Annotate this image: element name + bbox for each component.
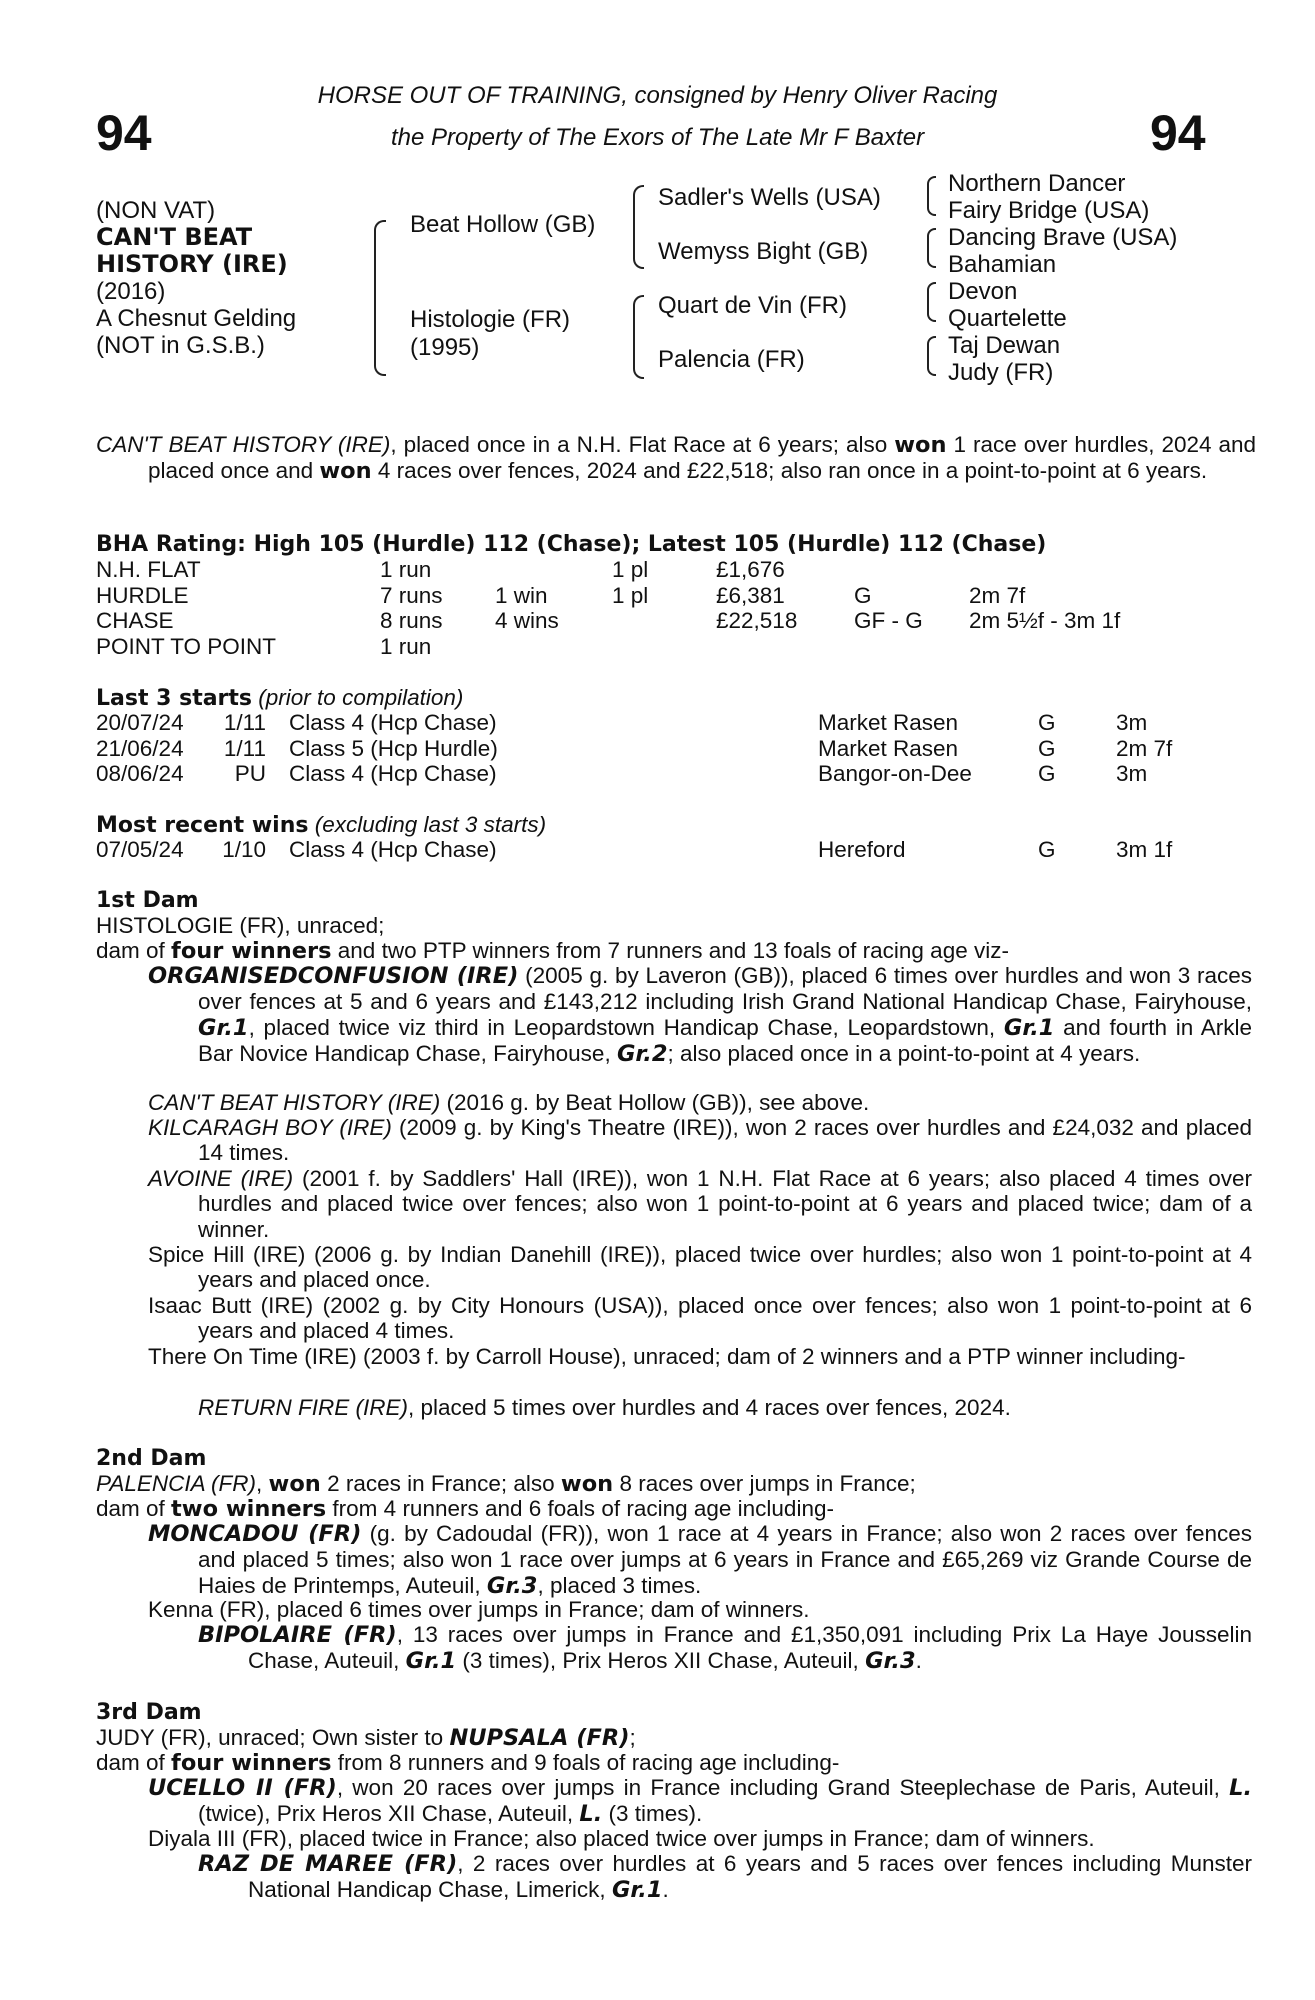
dam1-offspring-2: CAN'T BEAT HISTORY (IRE) (2016 g. by Beat Hollow (GB)), see above.: [148, 1090, 870, 1115]
recent-table: [96, 837, 1246, 867]
bha-cell-type: N.H. FLAT: [96, 557, 201, 582]
last3-cell-going: G: [1038, 735, 1056, 761]
ped-sss: Northern Dancer: [948, 170, 1126, 197]
last3-cell-pos: 1/11: [223, 710, 266, 735]
recent-cell-going: G: [1038, 837, 1056, 862]
dam1-line-1: HISTOLOGIE (FR), unraced;: [96, 913, 385, 938]
sire-dam: Wemyss Bight (GB): [658, 238, 869, 265]
recent-cell-dist: 3m 1f: [1116, 837, 1173, 862]
ped-sdd: Bahamian: [948, 251, 1057, 278]
dam-dam: Palencia (FR): [658, 346, 805, 373]
dam2-line-1: PALENCIA (FR), won 2 races in France; also won 8 races over jumps in France;: [96, 1471, 916, 1497]
dam1-line-2: dam of four winners and two PTP winners from 7 runners and 13 foals of racing age viz-: [96, 938, 1009, 964]
last3-cell-date: 08/06/24: [96, 761, 184, 786]
ped-ssd: Fairy Bridge (USA): [948, 197, 1150, 224]
recent-cell-pos: 1/10: [222, 837, 266, 862]
bha-cell-pl: 1 pl: [612, 557, 649, 582]
brace-dd: [927, 336, 936, 376]
bha-cell-runs: 8 runs: [380, 608, 443, 633]
dam3-grand-offspring: RAZ DE MAREE (FR), 2 races over hurdles at 6 years and 5 races over fences including Munster National Handicap Chase, Limerick, Gr.1.: [198, 1851, 1253, 1904]
ped-dds: Taj Dewan: [948, 332, 1061, 359]
dam1-offspring-6: Isaac Butt (IRE) (2002 g. by City Honours (USA)), placed once over fences; also won 1 point-to-point at 6 years and placed 4 times.: [148, 1293, 1252, 1344]
dam-sire: Quart de Vin (FR): [658, 292, 847, 319]
header-line-2: the Property of The Exors of The Late Mr F Baxter: [390, 124, 925, 151]
horse-name-line-1: CAN'T BEAT: [96, 223, 253, 251]
horse-description: A Chesnut Gelding: [96, 305, 297, 332]
bha-cell-wins: 4 wins: [495, 608, 559, 633]
dam2-line-2: dam of two winners from 4 runners and 6 foals of racing age including-: [96, 1496, 834, 1522]
dam1-offspring-5: Spice Hill (IRE) (2006 g. by Indian Danehill (IRE)), placed twice over hurdles; also won 1 point-to-point at 4 years and placed once.: [148, 1242, 1252, 1293]
last3-cell-course: Market Rasen: [818, 710, 959, 735]
bha-cell-runs: 1 run: [380, 633, 432, 659]
last3-cell-date: 20/07/24: [96, 710, 184, 735]
dam2-offspring-1: MONCADOU (FR) (g. by Cadoudal (FR)), won 1 race at 4 years in France; also won 2 races over fences and placed 5 times; also won 1 race over jumps at 6 years in France and £65,269 viz Grande Course de Haies de Printemps, Auteuil, Gr.3, placed 3 times.: [148, 1521, 1252, 1599]
dam1-offspring-1: ORGANISEDCONFUSION (IRE) (2005 g. by Laveron (GB)), placed 6 times over hurdles and won 3 races over fences at 5 and 6 years and £143,212 including Irish Grand National Handicap Chase, Fairyhouse, Gr.1, placed twice viz third in Leopardstown Handicap Chase, Leopardstown, Gr.1 and fourth in Arkle Bar Novice Handicap Chase, Fairyhouse, Gr.2; also placed once in a point-to-point at 4 years.: [148, 963, 1253, 1067]
bha-cell-prize: £22,518: [716, 608, 798, 633]
dam3-offspring-1: UCELLO II (FR), won 20 races over jumps in France including Grand Steeplechase de Paris, Auteuil, L. (twice), Prix Heros XII Chase, Auteuil, L. (3 times).: [148, 1775, 1253, 1828]
ped-dsd: Quartelette: [948, 305, 1067, 332]
ped-ddd: Judy (FR): [948, 359, 1054, 386]
horse-name-line-2: HISTORY (IRE): [96, 250, 288, 278]
last3-cell-going: G: [1038, 761, 1056, 786]
last3-table: [96, 710, 1246, 790]
dam2-title: 2nd Dam: [96, 1446, 207, 1471]
last3-cell-pos: 1/11: [223, 735, 266, 761]
dam1-offspring-4: AVOINE (IRE) (2001 f. by Saddlers' Hall (IRE)), won 1 N.H. Flat Race at 6 years; also placed 4 times over hurdles and placed twice over fences; also won 1 point-to-point at 6 years and placed twice; dam of a winner.: [148, 1166, 1252, 1242]
bha-cell-going: GF - G: [854, 608, 923, 633]
recent-cell-course: Hereford: [818, 837, 906, 862]
foaling-year: (2016): [96, 278, 166, 305]
last3-cell-going: G: [1038, 710, 1056, 735]
dam3-offspring-2: Diyala III (FR), placed twice in France; also placed twice over jumps in France; dam of winners.: [148, 1826, 1095, 1851]
dam1-title: 1st Dam: [96, 888, 199, 913]
bha-cell-type: POINT TO POINT: [96, 633, 277, 659]
bha-cell-type: CHASE: [96, 608, 174, 633]
race-summary: CAN'T BEAT HISTORY (IRE), placed once in a N.H. Flat Race at 6 years; also won 1 race over hurdles, 2024 and placed once and won 4 races over fences, 2024 and £22,518; also ran once in a point-to-point at 6 years.: [96, 432, 1257, 485]
brace-sire: [633, 185, 644, 269]
ped-sds: Dancing Brave (USA): [948, 224, 1178, 251]
dam3-title: 3rd Dam: [96, 1700, 202, 1725]
dam1-offspring-3: KILCARAGH BOY (IRE) (2009 g. by King's Theatre (IRE)), won 2 races over hurdles and £24,032 and placed 14 times.: [148, 1115, 1252, 1166]
dam2-grand-offspring: BIPOLAIRE (FR), 13 races over jumps in France and £1,350,091 including Prix La Haye Jousselin Chase, Auteuil, Gr.1 (3 times), Prix Heros XII Chase, Auteuil, Gr.3.: [198, 1622, 1252, 1675]
vat-status: (NON VAT): [96, 197, 216, 224]
bha-cell-type: HURDLE: [96, 582, 189, 608]
brace-ds: [927, 282, 936, 322]
brace-dam: [633, 295, 644, 379]
lot-number-left: 94: [96, 105, 152, 161]
sire: Beat Hollow (GB): [410, 211, 596, 238]
dam: Histologie (FR): [410, 306, 571, 333]
last3-cell-cls: Class 4 (Hcp Chase): [289, 761, 497, 786]
dam2-offspring-2: Kenna (FR), placed 6 times over jumps in France; dam of winners.: [148, 1597, 810, 1622]
recent-cell-cls: Class 4 (Hcp Chase): [289, 837, 497, 862]
last3-cell-cls: Class 5 (Hcp Hurdle): [289, 735, 498, 761]
last3-cell-dist: 3m: [1116, 761, 1148, 786]
bha-cell-prize: £1,676: [716, 557, 785, 582]
dam-year: (1995): [410, 334, 480, 361]
bha-table: [96, 557, 1246, 667]
last3-cell-cls: Class 4 (Hcp Chase): [289, 710, 497, 735]
last3-cell-dist: 3m: [1116, 710, 1148, 735]
brace-sd: [927, 228, 936, 268]
bha-cell-runs: 1 run: [380, 557, 432, 582]
brace-sire-dam: [374, 220, 386, 376]
bha-cell-pl: 1 pl: [612, 582, 649, 608]
header-line-1: HORSE OUT OF TRAINING, consigned by Henry Oliver Racing: [317, 82, 998, 109]
bha-rating-title: BHA Rating: High 105 (Hurdle) 112 (Chase); Latest 105 (Hurdle) 112 (Chase): [96, 532, 1047, 557]
bha-cell-dist: 2m 5½f - 3m 1f: [969, 608, 1121, 633]
brace-ss: [927, 176, 936, 216]
bha-cell-runs: 7 runs: [380, 582, 443, 608]
bha-cell-going: G: [854, 582, 872, 608]
last3-cell-dist: 2m 7f: [1116, 735, 1173, 761]
bha-cell-dist: 2m 7f: [969, 582, 1026, 608]
gsb-status: (NOT in G.S.B.): [96, 332, 265, 359]
bha-cell-prize: £6,381: [716, 582, 785, 608]
last3-cell-date: 21/06/24: [96, 735, 184, 761]
horse-identity: [96, 197, 296, 359]
last3-cell-course: Market Rasen: [818, 735, 959, 761]
dam1-grand-offspring: RETURN FIRE (IRE), placed 5 times over hurdles and 4 races over fences, 2024.: [198, 1395, 1011, 1420]
sire-sire: Sadler's Wells (USA): [658, 184, 881, 211]
bha-cell-wins: 1 win: [495, 582, 548, 608]
recent-cell-date: 07/05/24: [96, 837, 184, 862]
recent-heading: Most recent wins (excluding last 3 starts): [96, 812, 547, 838]
last3-cell-pos: PU: [234, 761, 266, 786]
ped-dss: Devon: [948, 278, 1018, 305]
dam3-line-2: dam of four winners from 8 runners and 9 foals of racing age including-: [96, 1750, 840, 1776]
lot-number-right: 94: [1150, 105, 1206, 161]
last3-heading: Last 3 starts (prior to compilation): [96, 685, 464, 711]
last3-cell-course: Bangor-on-Dee: [818, 761, 972, 786]
dam1-offspring-7: There On Time (IRE) (2003 f. by Carroll House), unraced; dam of 2 winners and a PTP winner including-: [148, 1344, 1186, 1369]
dam3-line-1: JUDY (FR), unraced; Own sister to NUPSALA (FR);: [96, 1725, 636, 1751]
